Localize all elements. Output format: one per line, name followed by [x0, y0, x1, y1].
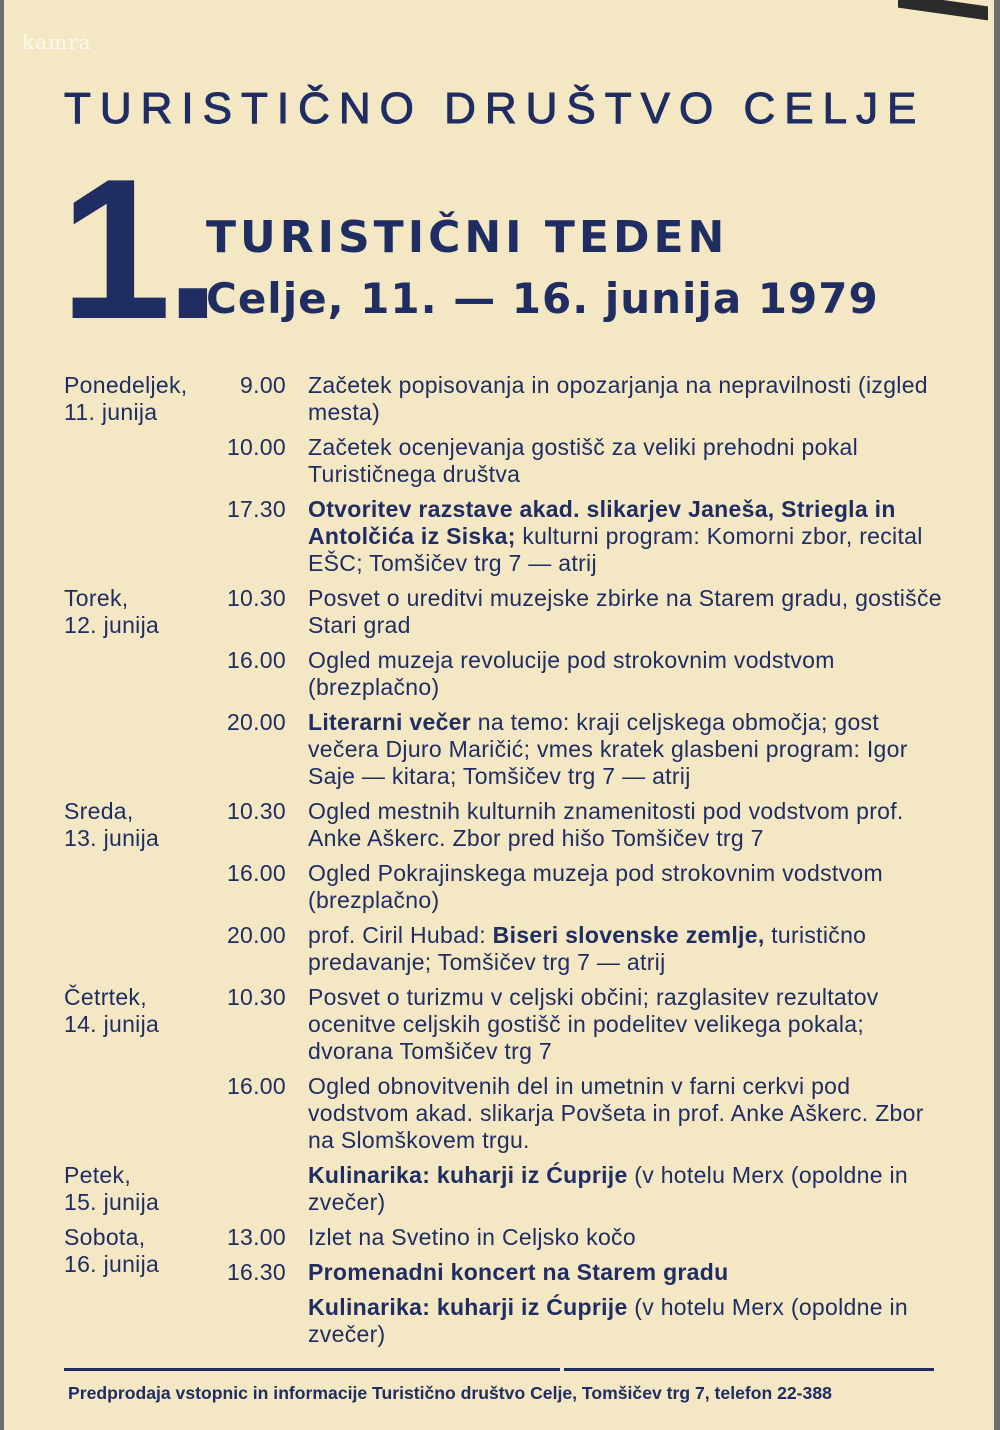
footer-divider-gap [560, 1366, 564, 1373]
event-description [308, 860, 944, 914]
event-text: Začetek popisovanja in opozarjanja na nepravilnosti (izgled mesta) [308, 372, 928, 425]
event-title: TURISTIČNI TEDEN [206, 212, 729, 263]
schedule-day [64, 1162, 944, 1216]
event-time: 17.30 [226, 496, 286, 522]
day-date: 15. junija [64, 1189, 160, 1215]
event-row [204, 922, 944, 976]
event-time: 16.00 [226, 647, 286, 673]
day-date: 12. junija [64, 612, 160, 638]
event-time: 20.00 [226, 922, 286, 948]
day-date: 14. junija [64, 1011, 160, 1037]
day-name: Ponedeljek, [64, 372, 188, 398]
event-description [308, 709, 944, 790]
schedule-day [64, 585, 944, 790]
event-row [204, 709, 944, 790]
day-date: 16. junija [64, 1251, 160, 1277]
day-events [204, 984, 944, 1154]
event-highlight: Otvoritev razstave akad. slikarjev Janeša, Striegla in Antolčića iz Siska; [308, 496, 896, 549]
event-description [308, 372, 944, 426]
event-time: 16.30 [226, 1259, 286, 1285]
day-label [64, 1224, 204, 1348]
event-row [204, 647, 944, 701]
event-row [204, 434, 944, 488]
day-events [204, 798, 944, 976]
event-time: 10.30 [226, 798, 286, 824]
event-description [308, 1162, 944, 1216]
event-description [308, 647, 944, 701]
event-highlight: Kulinarika: kuharji iz Ćuprije [308, 1294, 628, 1320]
event-highlight: Biseri slovenske zemlje, [492, 922, 765, 948]
event-text: Posvet o ureditvi muzejske zbirke na Starem gradu, gostišče Stari grad [308, 585, 942, 638]
schedule-day [64, 798, 944, 976]
event-highlight: Kulinarika: kuharji iz Ćuprije [308, 1162, 628, 1188]
event-text: Ogled obnovitvenih del in umetnin v farni cerkvi pod vodstvom akad. slikarja Povšeta in prof. Anke Aškerc. Zbor na Slomškovem trgu. [308, 1073, 924, 1153]
footer-divider [64, 1368, 934, 1371]
event-description [308, 585, 944, 639]
event-description [308, 496, 944, 577]
day-label [64, 1162, 204, 1216]
event-time [204, 1294, 308, 1348]
day-name: Petek, [64, 1162, 132, 1188]
event-text: Ogled muzeja revolucije pod strokovnim vodstvom (brezplačno) [308, 647, 835, 700]
day-label [64, 984, 204, 1154]
day-name: Torek, [64, 585, 129, 611]
event-text: Ogled Pokrajinskega muzeja pod strokovnim vodstvom (brezplačno) [308, 860, 883, 913]
event-description [308, 798, 944, 852]
day-label [64, 372, 204, 577]
footer-info: Predprodaja vstopnic in informacije Turistično društvo Celje, Tomšičev trg 7, telefon 22-388 [68, 1383, 832, 1403]
event-text: (v hotelu Merx (opoldne in zvečer) [308, 1162, 908, 1215]
event-time: 10.30 [226, 585, 286, 611]
event-row [204, 860, 944, 914]
event-row [204, 496, 944, 577]
watermark-logo: kamra [22, 30, 92, 54]
event-row [204, 1073, 944, 1154]
event-dates: Celje, 11. — 16. junija 1979 [206, 274, 879, 323]
event-row [204, 1259, 944, 1286]
schedule [64, 372, 944, 1356]
day-name: Četrtek, [64, 984, 147, 1010]
event-time: 10.00 [226, 434, 286, 460]
event-description [308, 434, 944, 488]
event-time [204, 1162, 308, 1216]
event-time: 9.00 [240, 372, 286, 398]
day-name: Sreda, [64, 798, 134, 824]
event-time: 16.00 [226, 1073, 286, 1099]
day-events [204, 372, 944, 577]
folded-corner [898, 0, 988, 20]
day-events [204, 1224, 944, 1348]
event-description [308, 922, 944, 976]
event-text-lead: prof. Ciril Hubad: [308, 922, 493, 948]
event-row [204, 1294, 944, 1348]
event-text: turistično predavanje; Tomšičev trg 7 — atrij [308, 922, 867, 975]
day-date: 13. junija [64, 825, 160, 851]
event-description [308, 984, 944, 1065]
event-time: 20.00 [226, 709, 286, 735]
event-row [204, 372, 944, 426]
event-row [204, 1224, 944, 1251]
poster-sheet [4, 0, 994, 1430]
schedule-day [64, 1224, 944, 1348]
day-name: Sobota, [64, 1224, 146, 1250]
event-row [204, 585, 944, 639]
event-description [308, 1294, 944, 1348]
event-text: Začetek ocenjevanja gostišč za veliki prehodni pokal Turističnega društva [308, 434, 859, 487]
schedule-day [64, 984, 944, 1154]
schedule-day [64, 372, 944, 577]
event-text: na temo: kraji celjskega območja; gost večera Djuro Maričić; vmes kratek glasbeni program: Igor Saje — kitara; Tomšičev trg 7 — atrij [308, 709, 908, 789]
day-events [204, 585, 944, 790]
day-label [64, 798, 204, 976]
event-highlight: Promenadni koncert na Starem gradu [308, 1259, 729, 1285]
event-text: Ogled mestnih kulturnih znamenitosti pod vodstvom prof. Anke Aškerc. Zbor pred hišo Tomšičev trg 7 [308, 798, 904, 851]
event-text: Izlet na Svetino in Celjsko kočo [308, 1224, 636, 1250]
event-description [308, 1224, 944, 1251]
event-description [308, 1073, 944, 1154]
organization-title: TURISTIČNO DRUŠTVO CELJE [64, 84, 926, 133]
event-row [204, 1162, 944, 1216]
event-time: 10.30 [226, 984, 286, 1010]
event-time: 16.00 [226, 860, 286, 886]
event-highlight: Literarni večer [308, 709, 472, 735]
event-description [308, 1259, 944, 1286]
event-text: (v hotelu Merx (opoldne in zvečer) [308, 1294, 908, 1347]
event-row [204, 798, 944, 852]
event-text: Posvet o turizmu v celjski občini; razglasitev rezultatov ocenitve celjskih gostišč in podelitev velikega pokala; dvorana Tomšičev trg 7 [308, 984, 879, 1064]
event-text: kulturni program: Komorni zbor, recital EŠC; Tomšičev trg 7 — atrij [308, 523, 923, 576]
event-time: 13.00 [226, 1224, 286, 1250]
day-events [204, 1162, 944, 1216]
day-label [64, 585, 204, 790]
edition-number: 1. [60, 138, 215, 361]
event-row [204, 984, 944, 1065]
day-date: 11. junija [64, 399, 158, 425]
